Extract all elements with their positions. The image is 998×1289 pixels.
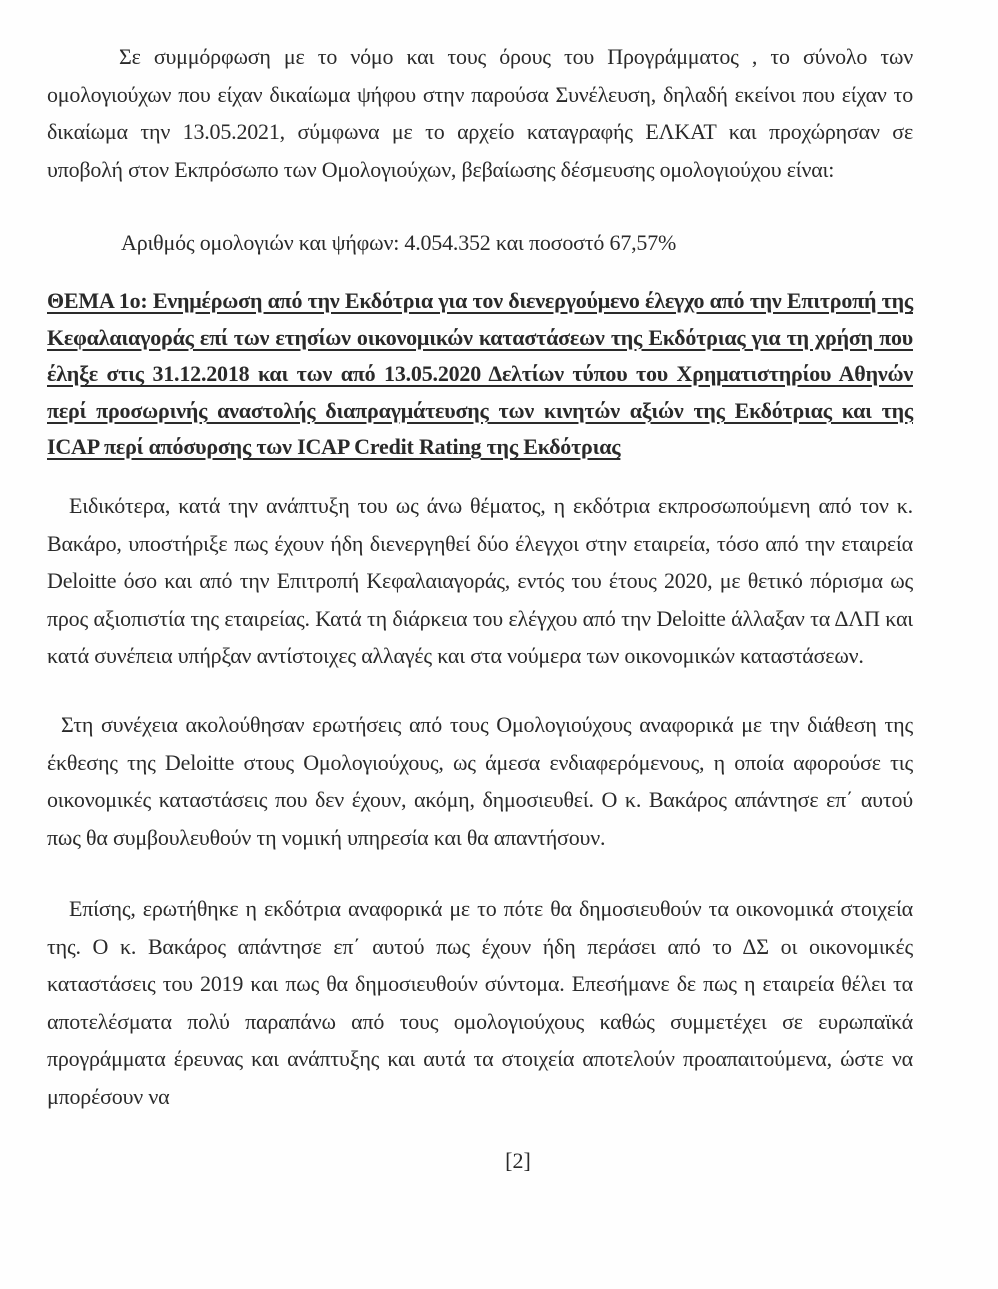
additional-questions-paragraph: Επίσης, ερωτήθηκε η εκδότρια αναφορικά με το πότε θα δημοσιευθούν τα οικονομικά στοιχεία της. Ο κ. Βακάρος απάντησε επ΄ αυτού πως έχουν ήδη περάσει από το ΔΣ οι οικονομικές καταστάσεις του 2019 και πως θα δημοσιευθούν σύντομα. Επεσήμανε δε πως η εταιρεία θέλει τα αποτελέσματα πολύ παραπάνω από τους ομολογιούχους καθώς συμμετέχει σε ευρωπαϊκά προγράμματα έρευνας και ανάπτυξης και αυτά τα στοιχεία αποτελούν προαπαιτούμενα, ώστε να μπορέσουν να — [47, 896, 913, 1109]
agenda-item-heading: ΘΕΜΑ 1ο: Ενημέρωση από την Εκδότρια για τον διενεργούμενο έλεγχο από την Επιτροπή της Κεφαλαιαγοράς επί των ετησίων οικονομικών καταστάσεων της Εκδότριας για τη χρήση που έληξε στις 31.12.2018 και των από 13.05.2020 Δελτίων τύπου του Χρηματιστηρίου Αθηνών περί προσωρινής αναστολής διαπραγμάτευσης των κινητών αξιών της Εκδότριας και της ICAP περί απόσυρσης των ICAP Credit Rating της Εκδότριας — [47, 288, 913, 459]
page-number: [2] — [505, 1148, 531, 1173]
votes-count-line: Αριθμός ομολογιών και ψήφων: 4.054.352 και ποσοστό 67,57% — [121, 230, 677, 255]
intro-paragraph: Σε συμμόρφωση με το νόμο και τους όρους του Προγράμματος , το σύνολο των ομολογιούχων που είχαν δικαίωμα ψήφου στην παρούσα Συνέλευση, δηλαδή εκείνοι που είχαν το δικαίωμα την 13.05.2021, σύμφωνα με το αρχείο καταγραφής ΕΛΚΑΤ και προχώρησαν σε υποβολή στον Εκπρόσωπο των Ομολογιούχων, βεβαίωσης δέσμευσης ομολογιούχου είναι: — [47, 44, 913, 182]
questions-paragraph: Στη συνέχεια ακολούθησαν ερωτήσεις από τους Ομολογιούχους αναφορικά με την διάθεση της έκθεσης της Deloitte στους Ομολογιούχους, ως άμεσα ενδιαφερόμενους, η οποία αφορούσε τις οικονομικές καταστάσεις που δεν έχουν, ακόμη, δημοσιευθεί. Ο κ. Βακάρος απάντησε επ΄ αυτού πως θα συμβουλευθούν τη νομική υπηρεσία και θα απαντήσουν. — [47, 712, 913, 850]
specifics-paragraph: Ειδικότερα, κατά την ανάπτυξη του ως άνω θέματος, η εκδότρια εκπροσωπούμενη από τον κ. Βακάρο, υποστήριξε πως έχουν ήδη διενεργηθεί δύο έλεγχοι στην εταιρεία, τόσο από την εταιρεία Deloitte όσο και από την Επιτροπή Κεφαλαιαγοράς, εντός του έτους 2020, με θετικό πόρισμα ως προς αξιοπιστία της εταιρείας. Κατά τη διάρκεια του ελέγχου από την Deloitte άλλαξαν τα ΔΛΠ και κατά συνέπεια υπήρξαν αντίστοιχες αλλαγές και στα νούμερα των οικονομικών καταστάσεων. — [47, 493, 913, 668]
